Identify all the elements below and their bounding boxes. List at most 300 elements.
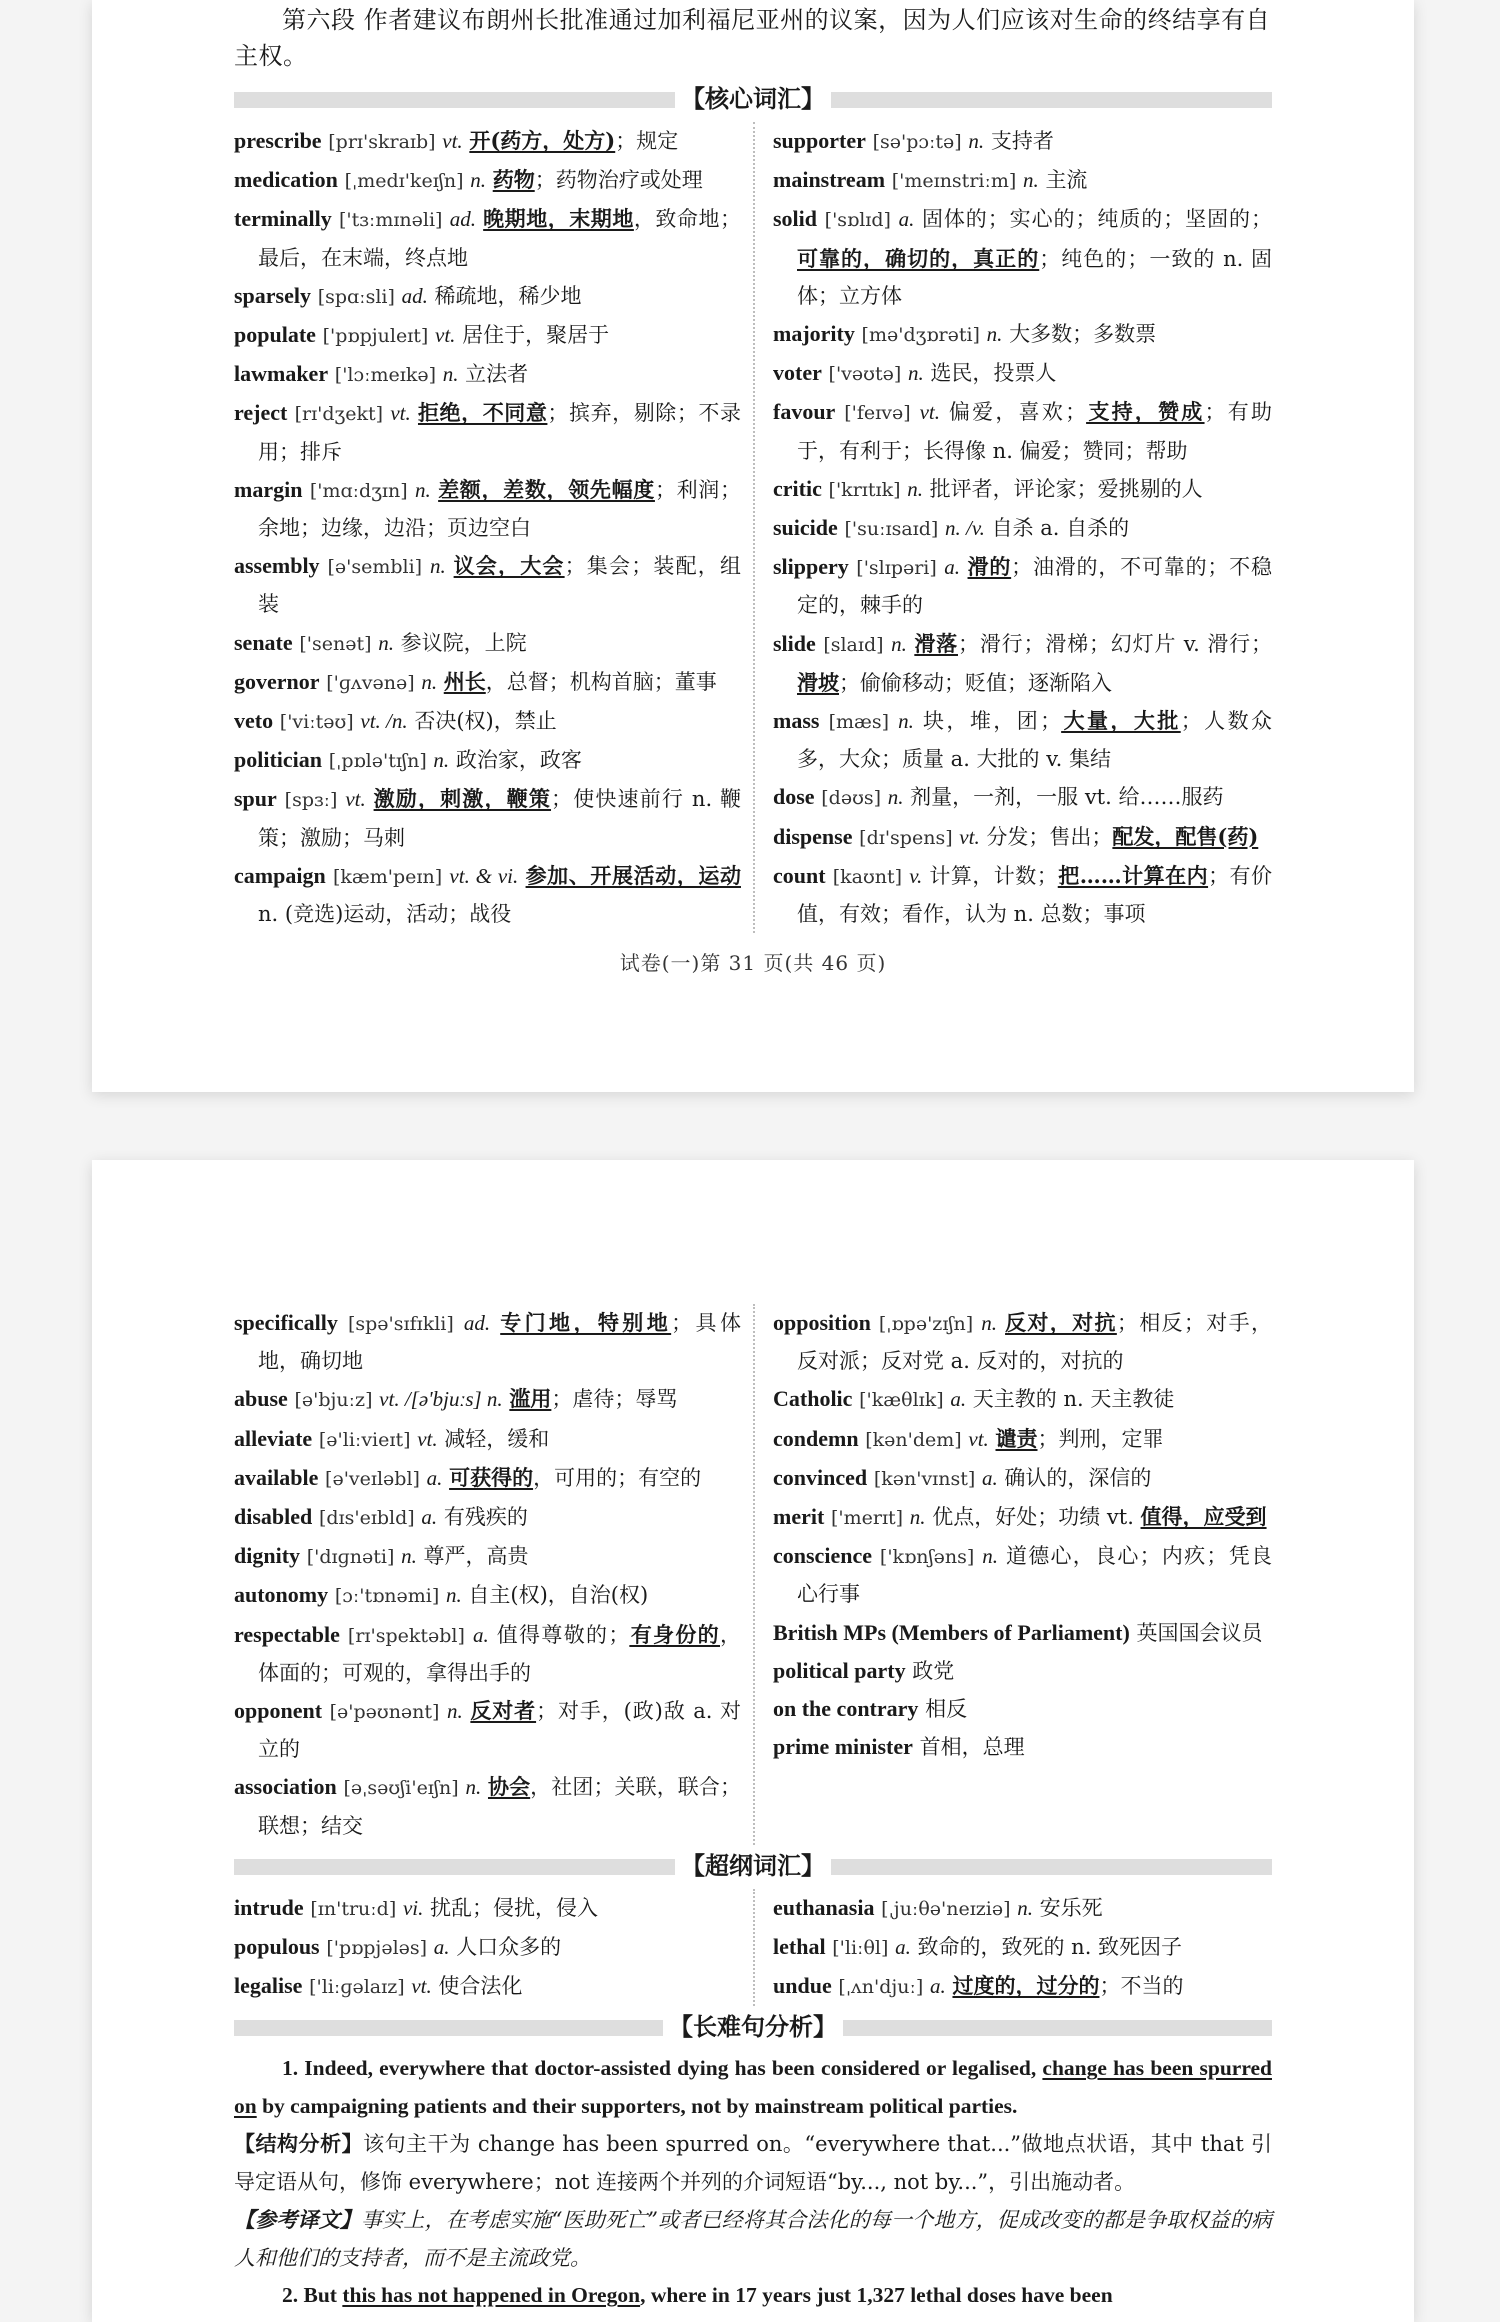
vocab-entry [773, 354, 1272, 393]
vocab-meaning: ；滑行；滑梯；幻灯片 v. 滑行； [958, 631, 1273, 656]
vocab-key-meaning: 值得，应受到 [1140, 1504, 1267, 1530]
vocab-meaning: 稀疏地，稀少地 [434, 283, 582, 308]
vocab-word: slippery [773, 554, 849, 580]
vocab-phonetic: [mæs] [828, 711, 890, 734]
vocab-meaning: ，体面的；可观的，拿得出手的 [258, 1622, 742, 1685]
vocab-meaning: 分发；售出； [986, 824, 1113, 849]
vocab-meaning: ；虐待；辱骂 [551, 1387, 678, 1412]
vocab-phonetic: [ə'pəʊnənt] [329, 1701, 440, 1724]
vocab-entry [773, 625, 1272, 702]
vocab-part-of-speech: n. [401, 1544, 417, 1569]
vocab-word: conscience [773, 1543, 872, 1569]
vocab-key-meaning: 配发，配售(药) [1112, 823, 1259, 849]
vocab-phonetic: ['tɜːmɪnəli] [338, 209, 443, 232]
vocab-word: campaign [234, 862, 326, 888]
vocab-meaning: ；摈弃，剔除；不录用；排斥 [258, 401, 741, 464]
vocab-entry [773, 509, 1272, 548]
vocab-part-of-speech: n. [470, 168, 487, 193]
vocab-phonetic: [ə'bjuːz] [294, 1389, 373, 1412]
vocab-entry [234, 394, 741, 470]
vocab-part-of-speech: ad. [449, 207, 476, 232]
vocab-meaning: 剂量，一剂，一服 vt. 给……服药 [910, 785, 1224, 810]
vocab-meaning: 人口众多的 [456, 1935, 562, 1960]
extra-vocab-title: 【超纲词汇】 [675, 1851, 831, 1881]
vocab-part-of-speech: n. [1017, 1895, 1033, 1920]
vocab-phonetic: [ˌɒpə'zɪʃn] [878, 1313, 974, 1335]
vocab-phonetic: [spɜː] [284, 789, 338, 812]
vocab-phonetic: [kən'vɪnst] [873, 1467, 976, 1490]
vocab-word: British MPs (Members of Parliament) [773, 1619, 1130, 1645]
vocab-column-left [234, 1889, 753, 2007]
vocab-meaning: 确认的，深信的 [1004, 1465, 1152, 1490]
vocab-word: medication [234, 167, 338, 193]
vocab-part-of-speech: n. [981, 1311, 997, 1335]
vocab-entry [773, 857, 1272, 933]
vocab-key-meaning: 激励，刺激，鞭策 [373, 786, 552, 812]
sentence-text: 1. Indeed, everywhere that doctor-assisted dying has been considered or legalised, [282, 2056, 1043, 2081]
vocab-entry [234, 1576, 741, 1615]
vocab-phonetic: [ˌjuːθə'neɪziə] [881, 1897, 1011, 1920]
vocab-phonetic: ['senət] [299, 632, 372, 655]
vocab-part-of-speech: n. [887, 785, 904, 810]
vocab-key-meaning: 晚期地，末期地 [483, 206, 634, 232]
vocab-entry [234, 780, 741, 856]
vocab-word: condemn [773, 1425, 859, 1451]
vocab-part-of-speech: vt. [968, 1426, 989, 1451]
vocab-meaning: ；具体地，确切地 [258, 1311, 741, 1374]
vocab-phonetic: ['kɒnʃəns] [879, 1546, 975, 1569]
vocab-part-of-speech: a. [472, 1622, 489, 1647]
vocab-part-of-speech: n. [909, 1505, 926, 1530]
vocab-part-of-speech: a. [433, 1935, 450, 1960]
vocab-key-meaning: 药物 [492, 167, 535, 193]
page-2-content [234, 1304, 1272, 2315]
vocab-entry [773, 818, 1272, 857]
vocab-entry [773, 1690, 1272, 1728]
translation-label: 【参考译文】 [234, 2207, 362, 2233]
vocab-word: available [234, 1464, 319, 1490]
vocab-meaning: 选民，投票人 [930, 361, 1057, 386]
vocab-meaning: ；油滑的，不可靠的；不稳定的，棘手的 [797, 555, 1272, 618]
extra-vocab-header [234, 1851, 1272, 1881]
vocab-word: solid [773, 206, 818, 232]
vocab-entry [773, 393, 1272, 469]
vocab-part-of-speech: a. [426, 1465, 443, 1490]
vocab-meaning: ，社团；关联，联合；联想；结交 [258, 1775, 741, 1838]
vocab-meaning: 优点，好处；功绩 vt. [932, 1505, 1141, 1530]
vocab-entry [234, 663, 741, 702]
structure-text: 该句主干为 change has been spurred on。“everywhere that...”做地点状语，其中 that 引导定语从句，修饰 everywhere；not 连接两个并列的介词短语“by..., not by...”，引出施动者。 [234, 2132, 1273, 2194]
sentence-analysis-title: 【长难句分析】 [663, 2012, 843, 2042]
vocab-key-meaning: 把……计算在内 [1057, 862, 1209, 888]
vocab-entry [234, 624, 741, 663]
vocab-word: politician [234, 747, 323, 773]
vocab-word: supporter [773, 128, 866, 153]
vocab-meaning: 自杀 a. 自杀的 [991, 516, 1130, 541]
vocab-meaning: 计算，计数； [929, 863, 1058, 888]
vocab-part-of-speech: v. [909, 863, 923, 888]
vocab-meaning: 居住于，聚居于 [462, 323, 610, 348]
vocab-entry [773, 1967, 1272, 2006]
vocab-word: Catholic [773, 1386, 853, 1412]
vocab-entry [234, 857, 741, 933]
vocab-entry [234, 1420, 741, 1459]
vocab-entry [234, 547, 741, 623]
vocab-meaning: 立法者 [465, 362, 529, 387]
vocab-part-of-speech: n. [429, 554, 446, 579]
vocab-key-meaning: 反对，对抗 [1005, 1310, 1117, 1335]
vocab-meaning: ；对手，(政)敌 a. 对立的 [258, 1699, 741, 1762]
vocab-key-meaning: 专门地，特别地 [500, 1310, 672, 1335]
vocab-meaning: 批评者，评论家；爱挑剔的人 [929, 476, 1203, 501]
vocab-word: count [773, 862, 826, 888]
vocab-meaning: 尊严，高贵 [423, 1544, 529, 1569]
vocab-entry [234, 702, 741, 741]
vocab-meaning: ；不当的 [1099, 1974, 1184, 1999]
vocab-word: voter [773, 360, 822, 386]
vocab-entry [773, 778, 1272, 817]
vocab-part-of-speech: n. [1023, 168, 1039, 193]
vocab-part-of-speech: n. [907, 361, 924, 386]
vocab-entry [773, 1728, 1272, 1766]
vocab-meaning: 天主教的 n. 天主教徒 [972, 1387, 1175, 1412]
vocab-meaning: ；有价值，有效；看作，认为 n. 总数；事项 [797, 863, 1273, 927]
vocab-column-right [753, 1889, 1272, 2007]
vocab-meaning: ；药物治疗或处理 [534, 168, 703, 193]
vocab-word: autonomy [234, 1582, 329, 1608]
vocab-word: prescribe [234, 128, 322, 153]
vocab-word: prime minister [773, 1734, 913, 1760]
vocab-phonetic: ['pɒpjələs] [326, 1937, 428, 1960]
vocab-entry [773, 702, 1272, 778]
vocab-word: convinced [773, 1464, 868, 1490]
vocab-phonetic: [ˌpɒlə'tɪʃn] [328, 750, 427, 773]
vocab-phonetic: ['slɪpəri] [856, 557, 937, 580]
vocab-entry [773, 548, 1272, 624]
vocab-entry [234, 1616, 741, 1692]
vocab-entry [234, 355, 741, 394]
vocab-part-of-speech: ad. [401, 283, 428, 308]
core-vocab-columns-continued [234, 1304, 1272, 1845]
vocab-word: dignity [234, 1543, 301, 1569]
vocab-key-meaning: 过度的，过分的 [952, 1973, 1100, 1999]
translation-text: 事实上，在考虑实施“医助死亡”或者已经将其合法化的每一个地方，促成改变的都是争取权益的病人和他们的支持者，而不是主流政党。 [234, 2208, 1273, 2270]
vocab-part-of-speech: vt. [435, 323, 456, 348]
vocab-entry [773, 1537, 1272, 1613]
vocab-part-of-speech: vt. /[ə'bjuːs] n. [379, 1387, 503, 1412]
vocab-part-of-speech: vt. [390, 401, 411, 426]
vocab-key-meaning: 州长 [443, 668, 486, 694]
vocab-part-of-speech: a. [895, 1935, 911, 1960]
vocab-phonetic: [ə'sembli] [327, 556, 423, 579]
vocab-key-meaning: 可靠的，确切的，真正的 [797, 245, 1040, 271]
vocab-phonetic: [spɑːsli] [317, 285, 395, 308]
vocab-part-of-speech: n. [982, 1544, 998, 1569]
vocab-word: opponent [234, 1698, 323, 1724]
vocab-phonetic: [sə'pɔːtə] [872, 131, 962, 153]
vocab-phonetic: ['pɒpjuleɪt] [322, 325, 429, 348]
vocab-meaning: 主流 [1045, 168, 1088, 193]
vocab-entry [234, 316, 741, 355]
vocab-meaning: ，致命地；最后，在末端，终点地 [258, 207, 741, 270]
vocab-entry [773, 122, 1272, 161]
vocab-part-of-speech: n. [442, 362, 459, 387]
vocab-entry [234, 277, 741, 316]
vocab-word: assembly [234, 553, 320, 579]
vocab-word: populous [234, 1934, 320, 1960]
vocab-phonetic: ['sɒlɪd] [824, 209, 891, 232]
vocab-entry [234, 1967, 741, 2006]
vocab-part-of-speech: n. [433, 748, 450, 773]
vocab-part-of-speech: vt. [442, 129, 463, 153]
vocab-phonetic: [kaʊnt] [832, 865, 903, 888]
long-sentence-2 [234, 2277, 1272, 2315]
vocab-meaning: 安乐死 [1039, 1895, 1103, 1920]
vocab-meaning: 否决(权)，禁止 [414, 709, 557, 734]
vocab-word: senate [234, 629, 293, 655]
vocab-meaning: ；偷偷移动；贬值；逐渐陷入 [839, 670, 1112, 695]
vocab-word: association [234, 1774, 337, 1800]
vocab-meaning: 减轻，缓和 [444, 1426, 550, 1451]
vocab-phonetic: ['krɪtɪk] [828, 478, 901, 501]
long-sentence-1 [234, 2050, 1272, 2125]
vocab-entry [773, 1304, 1272, 1380]
vocab-part-of-speech: vt. [417, 1426, 438, 1451]
vocab-part-of-speech: n. [421, 669, 438, 694]
vocab-entry [773, 1380, 1272, 1419]
vocab-meaning: 大多数；多数票 [1009, 322, 1157, 347]
sentence-main-clause: this has not happened in Oregon [342, 2283, 641, 2308]
core-vocab-header [234, 84, 1272, 114]
vocab-part-of-speech: a. [421, 1505, 438, 1530]
vocab-phonetic: [rɪ'dʒekt] [294, 403, 384, 426]
vocab-word: respectable [234, 1621, 340, 1647]
vocab-entry [773, 1459, 1272, 1498]
vocab-part-of-speech: n. /v. [945, 516, 985, 541]
vocab-phonetic: ['kæθlɪk] [859, 1389, 944, 1412]
vocab-meaning: 偏爱，喜欢； [948, 400, 1087, 425]
vocab-meaning: 有残疾的 [443, 1505, 528, 1530]
vocab-part-of-speech: n. [968, 129, 985, 153]
vocab-entry [234, 1498, 741, 1537]
vocab-key-meaning: 谴责 [995, 1425, 1038, 1451]
vocab-part-of-speech: a. [898, 207, 915, 232]
vocab-meaning: ；相反；对手，反对派；反对党 a. 反对的，对抗的 [797, 1311, 1272, 1374]
vocab-part-of-speech: n. [447, 1699, 463, 1724]
vocab-key-meaning: 滑的 [967, 554, 1012, 580]
vocab-entry [234, 741, 741, 780]
page-footer: 试卷(一)第 31 页(共 46 页) [619, 951, 887, 976]
structure-label: 【结构分析】 [234, 2131, 364, 2157]
vocab-meaning: 政治家，政客 [455, 748, 582, 773]
vocab-phonetic: ['ɡʌvənə] [326, 671, 415, 694]
vocab-phonetic: ['meɪnstriːm] [891, 170, 1017, 193]
vocab-word: sparsely [234, 282, 311, 308]
vocab-part-of-speech: a. [981, 1465, 998, 1490]
vocab-word: political party [773, 1657, 906, 1683]
core-vocab-columns [234, 122, 1272, 933]
vocab-meaning: ；使快速前行 n. 鞭策；激励；马刺 [258, 787, 741, 850]
extra-vocab-columns [234, 1889, 1272, 2007]
vocab-entry [234, 1304, 741, 1380]
vocab-key-meaning: 议会，大会 [453, 553, 565, 579]
vocab-entry [234, 471, 741, 547]
vocab-key-meaning: 滥用 [509, 1386, 552, 1412]
vocab-column-right [753, 122, 1272, 933]
vocab-meaning: 自主(权)，自治(权) [468, 1583, 649, 1608]
paragraph-six-summary: 第六段 作者建议布朗州长批准通过加利福尼亚州的议案，因为人们应该对生命的终结享有自主权。 [234, 6, 1271, 70]
sentence-analysis-header [234, 2012, 1272, 2042]
document-page-1 [92, 0, 1414, 1092]
vocab-meaning: ，可用的；有空的 [533, 1465, 702, 1490]
vocab-phonetic: [ə'veɪləbl] [325, 1467, 420, 1490]
vocab-key-meaning: 反对者 [470, 1698, 537, 1724]
vocab-meaning: 值得尊敬的； [496, 1622, 630, 1647]
vocab-meaning: 道德心，良心；内疚；凭良心行事 [797, 1544, 1272, 1607]
vocab-part-of-speech: vt. & vi. [449, 863, 519, 888]
vocab-phonetic: ['dɪɡnəti] [306, 1546, 395, 1569]
vocab-meaning: ；判刑，定罪 [1037, 1426, 1164, 1451]
vocab-entry [773, 315, 1272, 354]
vocab-key-meaning: 差额，差数，领先幅度 [438, 476, 655, 502]
vocab-entry [234, 122, 741, 161]
vocab-phonetic: [kən'dem] [865, 1428, 962, 1451]
vocab-column-right [753, 1304, 1272, 1845]
vocab-word: lethal [773, 1934, 826, 1960]
vocab-phonetic: ['feɪvə] [844, 402, 911, 425]
sentence-text: 2. But [282, 2283, 343, 2308]
vocab-word: governor [234, 668, 320, 694]
vocab-word: dose [773, 784, 815, 810]
vocab-meaning: 扰乱；侵扰，侵入 [430, 1895, 599, 1920]
vocab-phonetic: [ə'liːvieɪt] [318, 1428, 411, 1451]
vocab-meaning: ；纯色的；一致的 n. 固体；立方体 [797, 246, 1272, 308]
vocab-part-of-speech: n. [907, 476, 923, 501]
vocab-meaning: 固体的；实心的；纯质的；坚固的； [921, 207, 1272, 232]
vocab-word: favour [773, 399, 836, 425]
vocab-meaning: ；规定 [615, 129, 679, 153]
vocab-key-meaning: 参加、开展活动，运动 [525, 862, 741, 888]
vocab-meaning: 参议院，上院 [400, 630, 527, 655]
sentence-main-clause: change has been spurred on [234, 2056, 1272, 2118]
vocab-phonetic: ['mɑːdʒɪn] [309, 479, 408, 502]
vocab-entry [234, 161, 741, 200]
vocab-key-meaning: 滑坡 [797, 669, 839, 695]
vocab-entry [773, 1928, 1272, 1967]
vocab-word: dispense [773, 823, 853, 849]
vocab-word: majority [773, 321, 855, 347]
vocab-word: opposition [773, 1310, 871, 1335]
vocab-meaning: n. (竞选)运动，活动；战役 [258, 902, 512, 927]
vocab-word: reject [234, 400, 288, 426]
vocab-phonetic: [ˌmedɪ'keɪʃn] [344, 170, 464, 193]
vocab-entry [234, 1380, 741, 1419]
vocab-part-of-speech: vt. /n. [360, 709, 408, 734]
vocab-word: abuse [234, 1386, 288, 1412]
vocab-word: specifically [234, 1310, 338, 1335]
vocab-word: mainstream [773, 167, 886, 193]
vocab-column-left [234, 1304, 753, 1845]
vocab-entry [234, 200, 741, 276]
vocab-part-of-speech: a. [944, 555, 961, 580]
vocab-word: disabled [234, 1504, 313, 1530]
vocab-entry [234, 1692, 741, 1768]
vocab-part-of-speech: vt. [919, 400, 940, 425]
vocab-phonetic: [rɪ'spektəbl] [347, 1624, 465, 1647]
vocab-entry [773, 161, 1272, 200]
vocab-entry [234, 1768, 741, 1844]
vocab-entry [234, 1537, 741, 1576]
vocab-entry [234, 1928, 741, 1967]
vocab-entry [773, 1498, 1272, 1537]
vocab-word: spur [234, 786, 277, 812]
vocab-meaning: 政党 [912, 1658, 955, 1683]
vocab-key-meaning: 滑落 [914, 630, 958, 656]
vocab-key-meaning: 开(药方，处方) [469, 128, 616, 153]
vocab-part-of-speech: n. [378, 630, 394, 655]
vocab-key-meaning: 有身份的 [629, 1621, 721, 1647]
vocab-phonetic: [spə'sɪfɪkli] [347, 1313, 454, 1335]
vocab-word: suicide [773, 515, 838, 541]
vocab-entry [773, 470, 1272, 509]
vocab-key-meaning: 拒绝，不同意 [417, 400, 548, 426]
vocab-word: lawmaker [234, 361, 329, 387]
vocab-phonetic: [ɪn'truːd] [310, 1897, 397, 1920]
vocab-meaning: 支持者 [990, 129, 1054, 153]
vocab-entry [773, 200, 1272, 315]
vocab-meaning: 致命的，致死的 n. 致死因子 [917, 1935, 1183, 1960]
vocab-phonetic: [slaɪd] [823, 633, 884, 656]
vocab-meaning: 块，堆，团； [922, 709, 1062, 734]
structure-analysis-1 [234, 2125, 1272, 2201]
sentence-text: by campaigning patients and their supporters, not by mainstream political parties. [256, 2093, 1018, 2118]
vocab-word: legalise [234, 1973, 303, 1999]
vocab-entry [773, 1889, 1272, 1928]
vocab-meaning: 英国国会议员 [1136, 1620, 1263, 1645]
vocab-meaning: 相反 [925, 1697, 968, 1722]
vocab-meaning: ；利润；余地；边缘，边沿；页边空白 [258, 477, 741, 541]
vocab-word: critic [773, 475, 822, 501]
vocab-phonetic: [dəʊs] [821, 787, 882, 810]
vocab-part-of-speech: n. [898, 709, 914, 734]
vocab-meaning: 首相，总理 [919, 1735, 1025, 1760]
vocab-word: on the contrary [773, 1696, 919, 1722]
vocab-phonetic: [ˌʌn'djuː] [838, 1976, 924, 1999]
vocab-phonetic: ['liːɡəlaɪz] [309, 1976, 405, 1999]
page-1-content [234, 2, 1272, 976]
vocab-word: slide [773, 630, 816, 656]
vocab-column-left [234, 122, 753, 933]
vocab-entry [234, 1459, 741, 1498]
vocab-key-meaning: 支持，赞成 [1086, 399, 1205, 425]
vocab-meaning: ；集会；装配，组装 [258, 554, 742, 617]
vocab-phonetic: [ɔː'tɒnəmi] [334, 1585, 440, 1608]
vocab-part-of-speech: vt. [345, 787, 366, 812]
vocab-part-of-speech: n. [465, 1775, 482, 1800]
vocab-meaning: 使合法化 [438, 1974, 523, 1999]
vocab-part-of-speech: a. [950, 1387, 967, 1412]
vocab-key-meaning: 大量，大批 [1061, 708, 1181, 734]
vocab-word: euthanasia [773, 1894, 875, 1920]
vocab-word: alleviate [234, 1425, 313, 1451]
vocab-entry [773, 1652, 1272, 1690]
vocab-part-of-speech: n. [986, 322, 1003, 347]
vocab-word: populate [234, 322, 316, 348]
vocab-part-of-speech: n. [415, 477, 431, 502]
vocab-part-of-speech: n. [891, 631, 907, 656]
vocab-part-of-speech: n. [445, 1583, 462, 1608]
vocab-phonetic: [dɪs'eɪbld] [318, 1507, 415, 1530]
